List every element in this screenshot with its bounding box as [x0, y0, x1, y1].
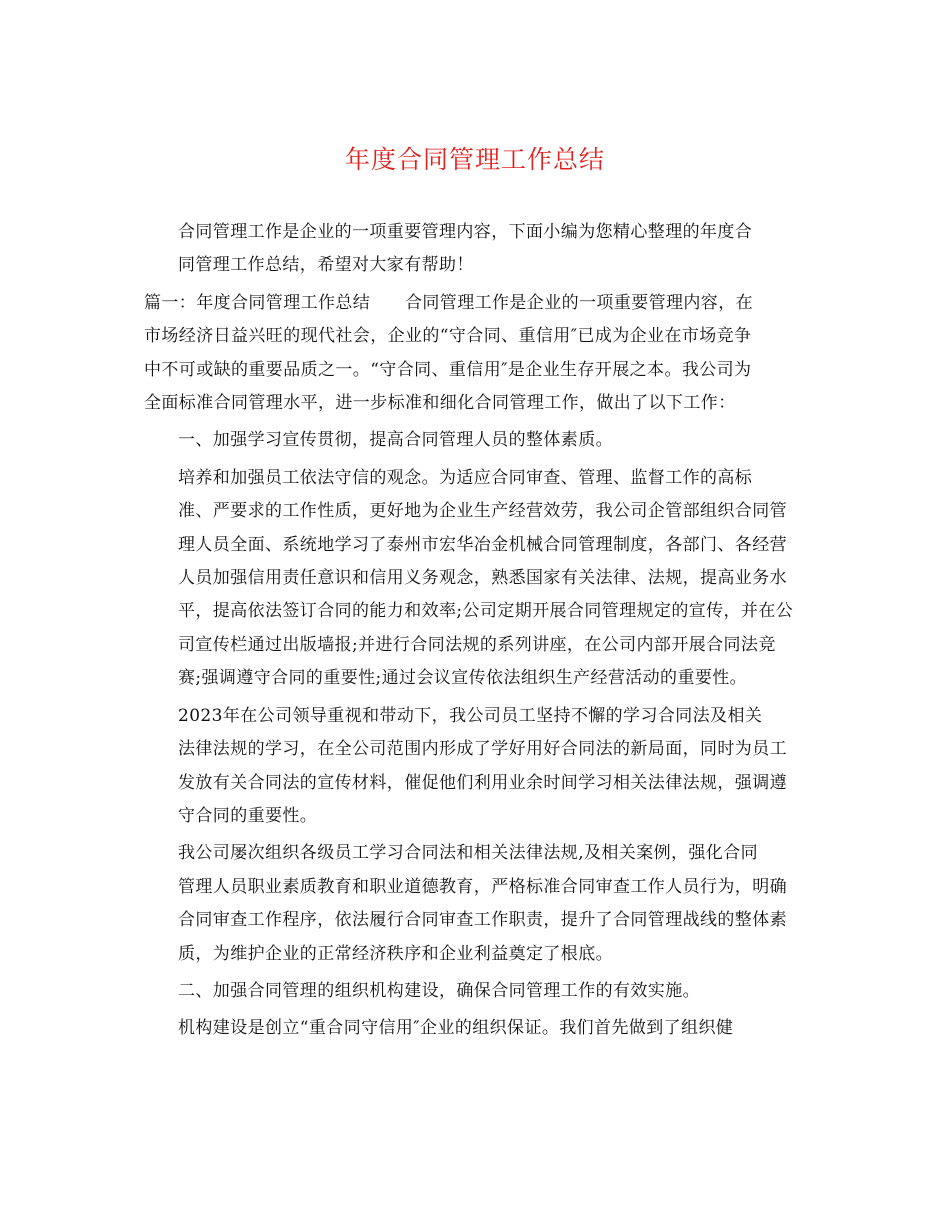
paragraph [144, 424, 812, 457]
text-line: 篇一：年度合同管理工作总结 合同管理工作是企业的一项重要管理内容，在 [144, 292, 753, 313]
paragraph [144, 216, 812, 283]
text-line: 我公司屡次组织各级员工学习合同法和相关法律法规,及相关案例，强化合同 [178, 843, 759, 864]
text-line: 合同审查工作程序，依法履行合同审查工作职责，提升了合同管理战线的整体素 [178, 910, 787, 931]
text-line: 准、严要求的工作性质，更好地为企业生产经营效劳，我公司企管部组织合同管 [178, 501, 787, 522]
text-line: 理人员全面、系统地学习了泰州市宏华冶金机械合同管理制度，各部门、各经营 [178, 534, 787, 555]
paragraph [144, 287, 812, 421]
paragraph [144, 975, 812, 1008]
text-line: 合同管理工作是企业的一项重要管理内容，下面小编为您精心整理的年度合 [178, 222, 753, 242]
text-line: 平，提高依法签订合同的能力和效率;公司定期开展合同管理规定的宣传，并在公 [178, 601, 794, 622]
text-line: 同管理工作总结，希望对大家有帮助！ [178, 255, 474, 276]
paragraph [144, 1012, 812, 1045]
text-line: 一、加强学习宣传贯彻，提高合同管理人员的整体素质。 [178, 430, 613, 451]
text-line: 质，为维护企业的正常经济秩序和企业利益奠定了根底。 [178, 943, 613, 964]
text-line: 市场经济日益兴旺的现代社会，企业的“守合同、重信用″已成为企业在市场竞争 [144, 326, 752, 347]
paragraph [144, 837, 812, 971]
text-line: 法律法规的学习，在全公司范围内形成了学好用好合同法的新局面，同时为员工 [178, 739, 787, 760]
text-line: 人员加强信用责任意识和信用义务观念，熟悉国家有关法律、法规，提高业务水 [178, 568, 787, 589]
text-line: 全面标准合同管理水平，进一步标准和细化合同管理工作，做出了以下工作： [144, 393, 736, 414]
text-line: 发放有关合同法的宣传材料，催促他们利用业余时间学习相关法律法规，强调遵 [178, 772, 787, 793]
text-line: 守合同的重要性。 [178, 805, 318, 826]
text-line: 司宣传栏通过出版墙报;并进行合同法规的系列讲座，在公司内部开展合同法竞 [178, 634, 776, 655]
document-body [144, 216, 812, 1050]
text-line: 培养和加强员工依法守信的观念。为适应合同审查、管理、监督工作的高标 [178, 467, 753, 488]
text-line: 二、加强合同管理的组织机构建设，确保合同管理工作的有效实施。 [178, 980, 700, 1001]
paragraph [144, 700, 812, 834]
text-line: 机构建设是创立“重合同守信用″企业的组织保证。我们首先做到了组织健 [178, 1018, 734, 1039]
page-title: 年度合同管理工作总结 [344, 145, 605, 174]
paragraph [144, 462, 812, 696]
text-line: 赛;强调遵守合同的重要性;通过会议宣传依法组织生产经营活动的重要性。 [178, 668, 748, 689]
text-line: 2023年在公司领导重视和带动下，我公司员工坚持不懈的学习合同法及相关 [178, 705, 763, 726]
text-line: 中不可或缺的重要品质之一。“守合同、重信用″是企业生存开展之本。我公司为 [144, 359, 752, 380]
text-line: 管理人员职业素质教育和职业道德教育，严格标准合同审查工作人员行为，明确 [178, 876, 787, 897]
